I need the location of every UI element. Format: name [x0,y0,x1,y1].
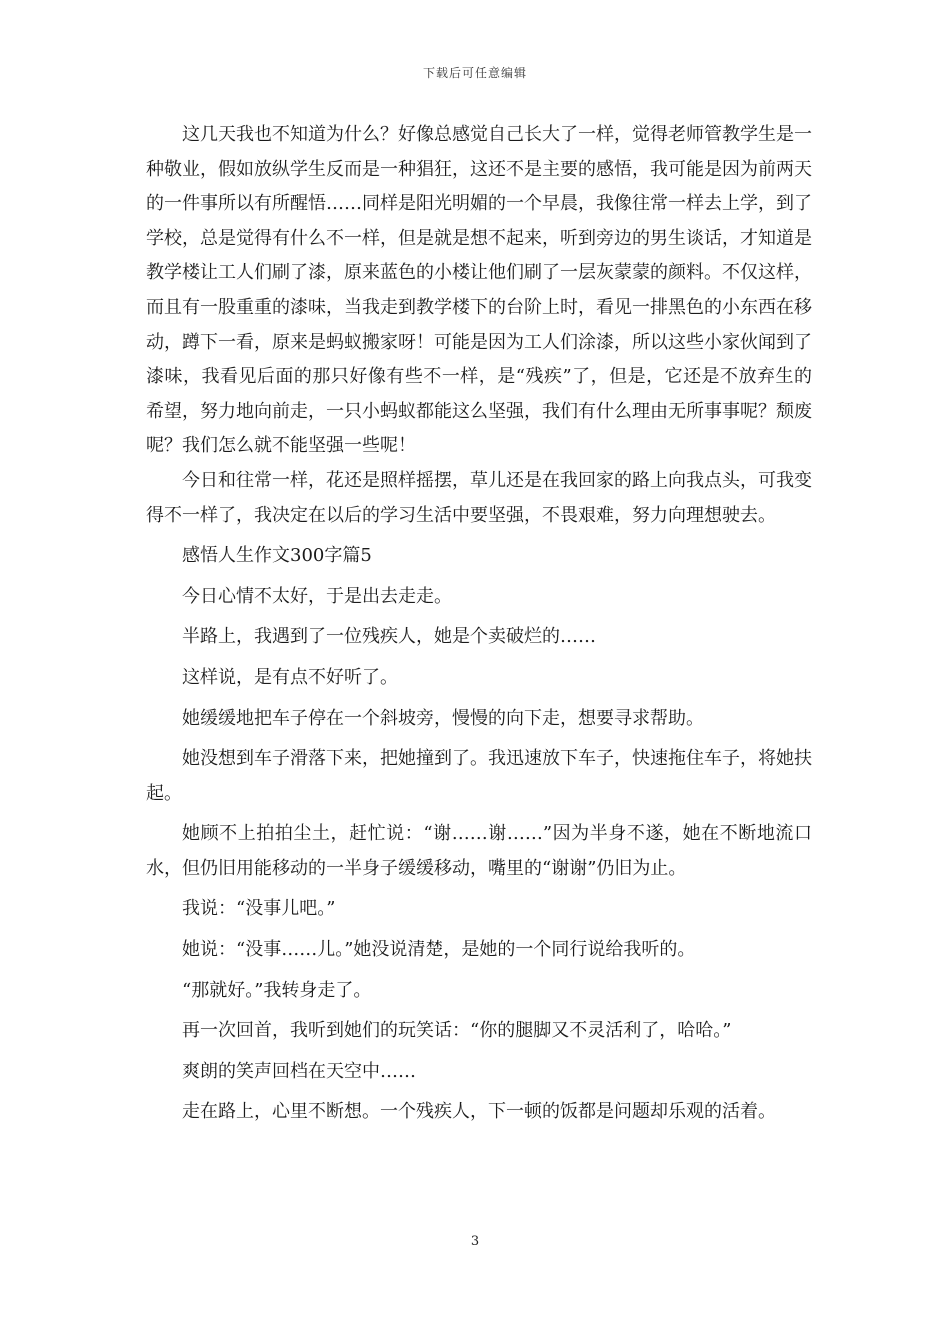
paragraph: 她没想到车子滑落下来，把她撞到了。我迅速放下车子，快速拖住车子，将她扶起。 [146,748,812,804]
paragraph: 今日和往常一样，花还是照样摇摆，草儿还是在我回家的路上向我点头，可我变得不一样了，我决定在以后的学习生活中要坚强，不畏艰难，努力向理想驶去。 [146,469,812,526]
paragraph: 爽朗的笑声回档在天空中…… [182,1060,416,1082]
paragraph: 她缓缓地把车子停在一个斜坡旁，慢慢的向下走，想要寻求帮助。 [182,707,704,729]
paragraph: 这样说，是有点不好听了。 [182,666,398,688]
paragraph: “那就好。”我转身走了。 [182,979,372,1001]
paragraph: 半路上，我遇到了一位残疾人，她是个卖破烂的…… [182,626,596,648]
paragraph: 她说：“没事……儿。”她没说清楚，是她的一个同行说给我听的。 [182,939,696,961]
section-heading: 感悟人生作文300字篇5 [182,545,372,567]
paragraph: 我说：“没事儿吧。” [182,898,336,920]
paragraph: 她顾不上拍拍尘土，赶忙说：“谢……谢……”因为半身不遂，她在不断地流口水，但仍旧用能移动的一半身子缓缓移动，嘴里的“谢谢”仍旧为止。 [146,823,812,879]
paragraph: 这几天我也不知道为什么？好像总感觉自己长大了一样，觉得老师管教学生是一种敬业，假如放纵学生反而是一种猖狂，这还不是主要的感悟，我可能是因为前两天的一件事所以有所醒悟……同样是阳光明媚的一个早晨，我像往常一样去上学，到了学校，总是觉得有什么不一样，但是就是想不起来，听到旁边的男生谈话，才知道是教学楼让工人们刷了漆，原来蓝色的小楼让他们刷了一层灰蒙蒙的颜料。不仅这样，而且有一股重重的漆味，当我走到教学楼下的台阶上时，看见一排黑色的小东西在移动，蹲下一看，原来是蚂蚁搬家呀！可能是因为工人们涂漆，所以这些小家伙闻到了漆味，我看见后面的那只好像有些不一样，是“残疾”了，但是，它还是不放弃生的希望，努力地向前走，一只小蚂蚁都能这么坚强，我们有什么理由无所事事呢？颓废呢？我们怎么就不能坚强一些呢！ [146,124,812,457]
page-header: 下载后可任意编辑 [422,66,527,80]
paragraph: 走在路上，心里不断想。一个残疾人，下一顿的饭都是问题却乐观的活着。 [182,1101,776,1123]
document-body [146,118,812,1130]
paragraph: 再一次回首，我听到她们的玩笑话：“你的腿脚又不灵活利了，哈哈。” [182,1020,732,1042]
paragraph: 今日心情不太好，于是出去走走。 [182,585,452,607]
page-number: 3 [470,1234,480,1249]
